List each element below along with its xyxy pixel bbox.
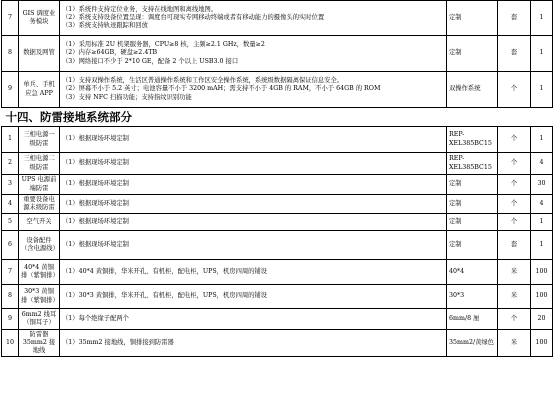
row-number: 9 (2, 309, 19, 330)
description-line: （1）根据现场环境定制 (62, 199, 129, 207)
item-spec: 定制 (447, 1, 498, 36)
row-number: 6 (2, 231, 19, 260)
item-spec: 定制 (447, 175, 498, 195)
description-line: （3）系统支持轨迹跟踪和回放 (62, 22, 148, 30)
description-line: （1）35mm2 接地线，铜排接到防雷器 (62, 338, 174, 346)
item-description (60, 260, 447, 285)
table-row (2, 1, 553, 36)
item-spec: 6mm/8 厘 (447, 309, 498, 330)
item-description (60, 153, 447, 175)
item-name: 三相电源二级防雷 (19, 153, 60, 175)
item-quantity: 1 (531, 36, 553, 72)
item-description (60, 127, 447, 153)
row-number: 7 (2, 1, 19, 36)
item-name: 空气开关 (19, 214, 60, 231)
item-spec: 定制 (447, 231, 498, 260)
item-unit: 个 (498, 153, 531, 175)
item-unit: 个 (498, 127, 531, 153)
item-quantity: 1 (531, 72, 553, 108)
item-quantity: 1 (531, 214, 553, 231)
row-number: 10 (2, 330, 19, 357)
item-unit: 个 (498, 175, 531, 195)
equipment-table (1, 0, 553, 357)
row-number: 2 (2, 153, 19, 175)
section-title: 十四、防雷接地系统部分 (2, 108, 553, 127)
item-description (60, 175, 447, 195)
item-spec: 定制 (447, 36, 498, 72)
table-row (2, 309, 553, 330)
item-name: 40*4 黄铜排（紫铜排） (19, 260, 60, 285)
item-quantity: 100 (531, 330, 553, 357)
row-number: 4 (2, 195, 19, 214)
item-spec: 35mm2/黄绿色 (447, 330, 498, 357)
item-unit: 米 (498, 260, 531, 285)
row-number: 7 (2, 260, 19, 285)
description-line: （1）支持双操作系统，生活区普通操作系统和工作区安全操作系统，系统级数据隔离保证信息安全。 (62, 77, 344, 85)
top-rows (2, 1, 553, 108)
item-description (60, 214, 447, 231)
item-quantity: 30 (531, 175, 553, 195)
lightning-rows (2, 127, 553, 357)
table-row (2, 153, 553, 175)
description-line: （1）根据现场环境定制 (62, 240, 129, 248)
table-row (2, 175, 553, 195)
item-unit: 套 (498, 36, 531, 72)
item-quantity: 1 (531, 1, 553, 36)
description-line: （1）根据现场环境定制 (62, 217, 129, 225)
item-unit: 套 (498, 1, 531, 36)
item-quantity: 4 (531, 153, 553, 175)
item-name: 重要设备电源末级防雷 (19, 195, 60, 214)
table-row (2, 285, 553, 309)
description-line: （3）支持 NFC 扫描功能；支持指纹识别功能 (62, 93, 192, 101)
item-spec: 定制 (447, 214, 498, 231)
description-line: （1）系统件支持定位业务，支持在线地图和离线地图。 (62, 5, 218, 13)
item-quantity: 100 (531, 285, 553, 309)
description-line: （2）系统支持设备位置呈现：调度台可现实专网移动终端或者有移动能力的摄像头的实时位置 (62, 13, 325, 21)
table-row (2, 195, 553, 214)
table-row (2, 36, 553, 72)
item-description (60, 330, 447, 357)
item-unit: 个 (498, 214, 531, 231)
row-number: 1 (2, 127, 19, 153)
item-quantity: 20 (531, 309, 553, 330)
item-unit: 个 (498, 309, 531, 330)
description-line: （1）采用标准 2U 机架服务器，CPU≥8 核，主频≥2.1 GHz，数量≥2 (62, 41, 265, 49)
row-number: 9 (2, 72, 19, 108)
item-name: 防雷器 35mm2 接地线 (19, 330, 60, 357)
description-line: （1）根据现场环境定制 (62, 159, 129, 167)
item-quantity: 100 (531, 260, 553, 285)
item-spec: 40*4 (447, 260, 498, 285)
row-number: 8 (2, 36, 19, 72)
item-spec: 30*3 (447, 285, 498, 309)
item-unit: 个 (498, 72, 531, 108)
item-quantity: 4 (531, 195, 553, 214)
row-number: 3 (2, 175, 19, 195)
item-description (60, 195, 447, 214)
description-line: （1）每个绝缘子配两个 (62, 314, 129, 322)
table-row (2, 214, 553, 231)
item-spec: 双操作系统 (447, 72, 498, 108)
description-line: （1）40*4 黄铜排，华米开孔，有机柜，配电柜，UPS，机房四周的铺设 (62, 267, 268, 275)
item-unit: 米 (498, 330, 531, 357)
item-description (60, 231, 447, 260)
item-unit: 套 (498, 231, 531, 260)
item-spec: REP-XEL385BC15 (447, 153, 498, 175)
item-unit: 个 (498, 195, 531, 214)
item-description (60, 36, 447, 72)
table-row (2, 72, 553, 108)
item-quantity: 1 (531, 127, 553, 153)
item-spec: REP-XEL385BC15 (447, 127, 498, 153)
description-line: （1）根据现场环境定制 (62, 180, 129, 188)
item-quantity: 1 (531, 231, 553, 260)
row-number: 5 (2, 214, 19, 231)
description-line: （3）网络接口不少于 2*10 GE，配备 2 个以上 USB3.0 接口 (62, 57, 239, 65)
table-row (2, 231, 553, 260)
item-name: 设备配件（含电源线） (19, 231, 60, 260)
item-description (60, 1, 447, 36)
item-name: 三相电源一级防雷 (19, 127, 60, 153)
row-number: 8 (2, 285, 19, 309)
item-name: 6mm2 线耳（铜耳子） (19, 309, 60, 330)
item-name: GIS 调度业务模块 (19, 1, 60, 36)
item-unit: 米 (498, 285, 531, 309)
description-line: （2）内存≥64GB，硬盘≥2.4TB (62, 49, 158, 57)
table-row (2, 127, 553, 153)
item-name: 单兵、手机应急 APP (19, 72, 60, 108)
item-name: 30*3 黄铜排（紫铜排） (19, 285, 60, 309)
table-row (2, 330, 553, 357)
description-line: （1）根据现场环境定制 (62, 135, 129, 143)
item-name: UPS 电源前端防雷 (19, 175, 60, 195)
item-name: 数据及网管 (19, 36, 60, 72)
item-spec: 定制 (447, 195, 498, 214)
table-row (2, 260, 553, 285)
description-line: （2）屏幕不小于 5.2 英寸；电池容量不小于 3200 mAH；需支持不小于 4GB 的 RAM，不小于 64GB 的 ROM (62, 85, 381, 93)
item-description (60, 309, 447, 330)
item-description (60, 285, 447, 309)
description-line: （1）30*3 黄铜排，华米开孔，有机柜，配电柜，UPS，机房四周的铺设 (62, 292, 268, 300)
item-description (60, 72, 447, 108)
